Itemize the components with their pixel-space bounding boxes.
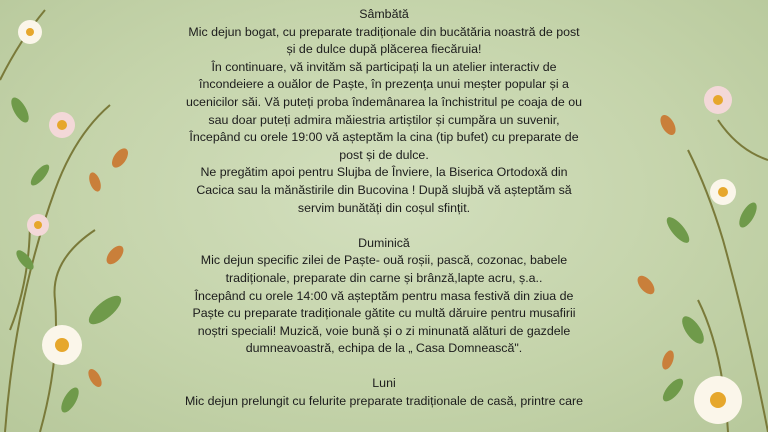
text-line: Ne pregătim apoi pentru Slujba de Înviere, la Biserica Ortodoxă din: [200, 165, 568, 180]
text-line: dumneavoastră, echipa de la „ Casa Domnească".: [245, 341, 523, 356]
brown-bud-icon: [634, 273, 657, 298]
section-title: Luni: [372, 376, 396, 391]
text-line: Începând cu orele 19:00 vă așteptăm la cina (tip bufet) cu preparate de: [189, 130, 579, 145]
text-line: În continuare, vă invităm să participați la un atelier interactiv de: [211, 59, 557, 74]
white-flower-icon: [710, 179, 736, 205]
section-title: Sâmbătă: [359, 7, 409, 21]
program-text: [155, 6, 613, 411]
text-line: post și de dulce.: [339, 147, 429, 162]
text-line: Mic dejun prelungit cu felurite preparate tradiționale de casă, printre care: [184, 394, 584, 409]
brown-bud-icon: [86, 367, 105, 389]
pink-flower-icon: [27, 214, 49, 236]
text-line: Mic dejun bogat, cu preparate tradiționale din bucătăria noastră de post: [188, 24, 580, 39]
text-line: noștri speciali! Muzică, voie bună și o zi minunată alături de gazdele: [197, 323, 571, 338]
brown-bud-icon: [103, 243, 126, 268]
text-line: servim bunătăți din coșul sfințit.: [297, 200, 471, 215]
pink-flower-icon: [704, 86, 732, 114]
section-saturday: [155, 6, 613, 217]
text-line: sau doar puteți admira măiestria artiștilor și cumpăra un suvenir,: [208, 112, 560, 127]
daisy-flower-icon: [42, 325, 82, 365]
brown-bud-icon: [87, 171, 103, 193]
pink-flower-icon: [49, 112, 75, 138]
section-monday: [155, 375, 613, 410]
brown-bud-icon: [660, 349, 676, 371]
text-line: încondeiere a ouălor de Paște, în prezența unui meșter popular și a: [199, 77, 569, 92]
white-flower-icon: [18, 20, 42, 44]
text-line: Paște cu preparate tradiționale gătite cu multă dăruire pentru musafirii: [192, 306, 576, 321]
left-floral-decoration: [0, 0, 150, 432]
text-line: Începând cu orele 14:00 vă așteptăm pentru masa festivă din ziua de: [194, 288, 574, 303]
brown-bud-icon: [109, 146, 131, 171]
section-sunday: [155, 235, 613, 358]
text-line: Cacica sau la mănăstirile din Bucovina ! După slujbă vă așteptăm să: [196, 182, 572, 197]
text-line: ucenicilor săi. Vă puteți proba îndemânarea la închistritul pe coaja de ou: [185, 94, 583, 109]
text-line: tradiționale, preparate din carne și brânză,lapte acru, ș.a..: [225, 270, 543, 285]
section-title: Duminică: [358, 235, 410, 250]
brown-bud-icon: [657, 112, 678, 137]
text-line: Mic dejun specific zilei de Paște- ouă roșii, pască, cozonac, babele: [200, 253, 568, 268]
right-floral-decoration: [628, 0, 768, 432]
daisy-flower-icon: [694, 376, 742, 424]
text-line: și de dulce după plăcerea fiecăruia!: [286, 42, 482, 57]
